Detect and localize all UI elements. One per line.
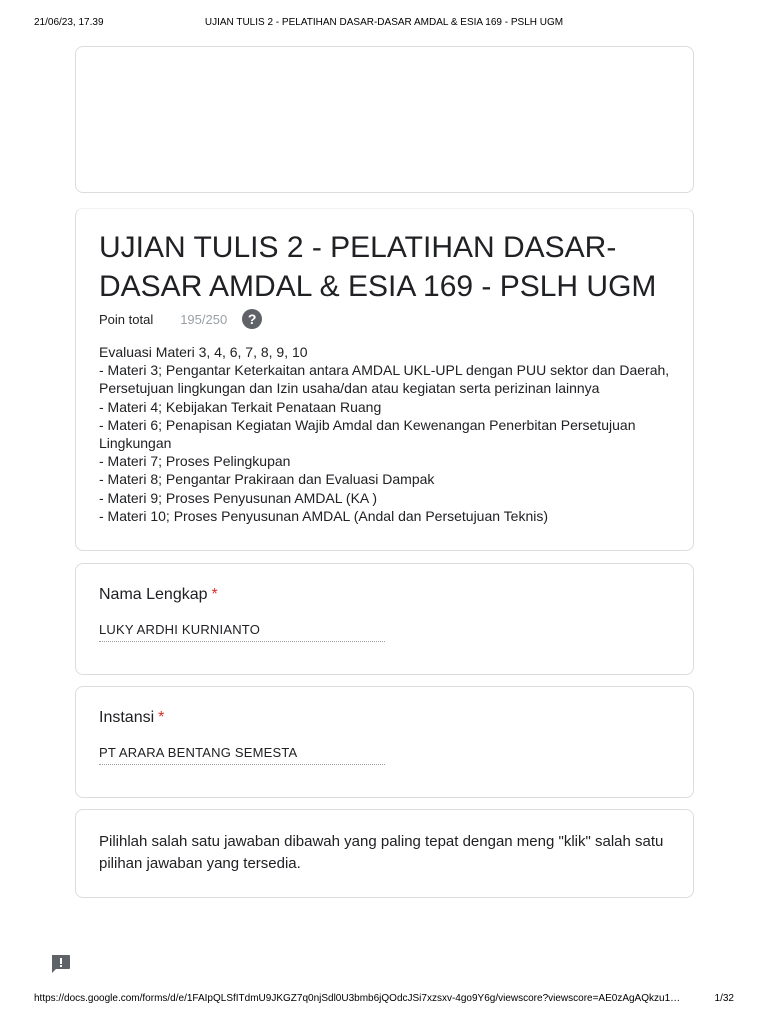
points-row — [99, 307, 262, 331]
form-description — [99, 343, 679, 525]
required-mark: * — [158, 709, 165, 726]
print-footer — [34, 993, 734, 1007]
header-banner — [75, 46, 694, 193]
description-line: - Materi 3; Pengantar Keterkaitan antara AMDAL UKL-UPL dengan PUU sektor dan Daerah, Persetujuan lingkungan dan Izin usaha/dan atau kegiatan serta perizinan lainnya — [99, 362, 670, 397]
description-line: Evaluasi Materi 3, 4, 6, 7, 8, 9, 10 — [99, 344, 308, 360]
answer-field-instansi[interactable]: PT ARARA BENTANG SEMESTA — [99, 745, 385, 765]
instruction-text: Pilihlah salah satu jawaban dibawah yang paling tepat dengan meng "klik" salah satu pilihan jawaban yang tersedia. — [99, 833, 664, 872]
question-label — [99, 709, 164, 727]
question-label — [99, 586, 218, 604]
points-label: Poin total — [99, 311, 154, 327]
feedback-icon-svg — [50, 954, 71, 974]
print-date: 21/06/23, 17.39 — [34, 17, 104, 28]
print-url: https://docs.google.com/forms/d/e/1FAIpQLSfITdmU9JKGZ7q0njSdl0U3bmb6jQOdcJSi7xzsxv-4go9Y6g/viewscore?viewscore=AE0zAgAQkzu1… — [34, 993, 681, 1004]
answer-field-nama-lengkap[interactable]: LUKY ARDHI KURNIANTO — [99, 622, 385, 642]
form-intro-card — [75, 208, 694, 551]
description-line: - Materi 8; Pengantar Prakiraan dan Evaluasi Dampak — [99, 471, 435, 488]
description-line: - Materi 6; Penapisan Kegiatan Wajib Amdal dan Kewenangan Penerbitan Persetujuan Lingkungan — [99, 416, 636, 452]
question-label-text: Nama Lengkap — [99, 586, 208, 603]
description-line: - Materi 10; Proses Penyusunan AMDAL (Andal dan Persetujuan Teknis) — [99, 507, 549, 524]
feedback-icon[interactable] — [50, 954, 71, 974]
description-line: - Materi 9; Proses Penyusunan AMDAL (KA ) — [99, 489, 378, 506]
points-value: 195/250 — [180, 311, 228, 327]
question-card-instansi — [75, 686, 694, 798]
description-line: - Materi 7; Proses Pelingkupan — [99, 453, 291, 470]
question-card-nama-lengkap — [75, 563, 694, 675]
instruction-card — [75, 809, 694, 898]
print-header — [34, 17, 734, 31]
form-title: UJIAN TULIS 2 - PELATIHAN DASAR-DASAR AMDAL & ESIA 169 - PSLH UGM — [99, 231, 657, 303]
required-mark: * — [211, 586, 218, 603]
page-number: 1/32 — [714, 993, 734, 1004]
help-icon[interactable]: ? — [242, 309, 262, 329]
print-title: UJIAN TULIS 2 - PELATIHAN DASAR-DASAR AMDAL & ESIA 169 - PSLH UGM — [204, 17, 564, 28]
question-label-text: Instansi — [99, 709, 155, 726]
description-line: - Materi 4; Kebijakan Terkait Penataan Ruang — [99, 398, 382, 415]
